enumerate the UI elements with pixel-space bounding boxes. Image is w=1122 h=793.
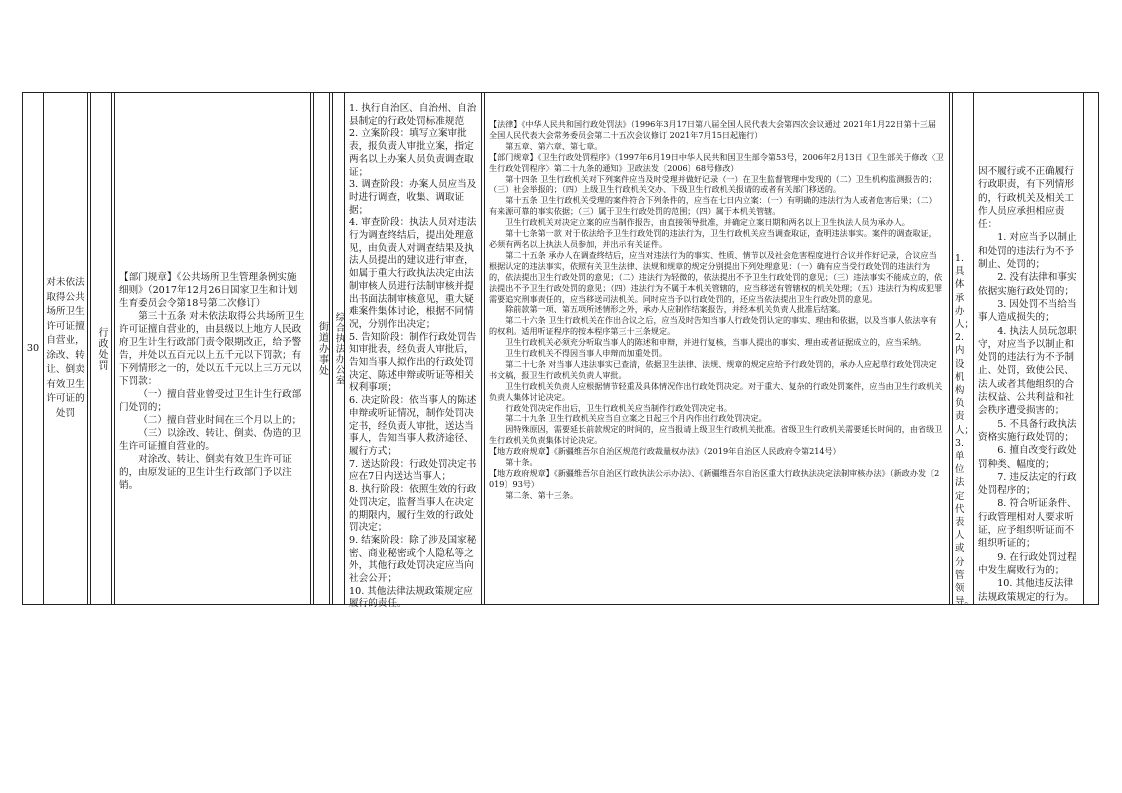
procedure-step: 1. 执行自治区、自治州、自治县制定的行政处罚标准规范 (349, 103, 477, 127)
legal-paragraph: 第二十六条 卫生行政机关在作出合议之后，应当及时告知当事人行政处罚认定的事实、理由和依据，以及当事人依法享有的权利。适用听证程序的按本程序第三十三条规定。 (489, 315, 937, 337)
legal-paragraph: 第二十九条 卫生行政机关应当自立案之日起三个月内作出行政处罚决定。 (505, 413, 767, 424)
responsible-item: 2. 内设机构负责人； (955, 332, 974, 436)
responsible-subject-text (955, 252, 972, 608)
basis-paragraph: （一）擅自营业曾受过卫生计生行政部门处罚的； (119, 389, 302, 413)
responsibility-table (22, 92, 1099, 610)
accountability-text (978, 165, 1080, 604)
legal-paragraph: 第二条、第十三条。 (505, 489, 579, 500)
accountability-item: 1. 对应当予以制止和处罚的违法行为不予制止、处罚的； (978, 232, 1077, 271)
legal-paragraph: 【地方政府规章】《新疆维吾尔自治区规范行政裁量权办法》（2019年自治区人民政府令第214号） (489, 446, 841, 457)
procedure-step: 6. 决定阶段：依当事人的陈述申辩或听证情况，制作处罚决定书，经负责人审批，送达当事人，告知当事人救济途径、履行方式； (349, 395, 477, 457)
procedure-step: 2. 立案阶段：填写立案审批表，报负责人审批立案，指定两名以上办案人员负责调查取证； (349, 128, 474, 178)
accountability-item: 3. 因处罚不当给当事人造成损失的； (978, 298, 1077, 324)
legal-paragraph: 除前款第一项、第五项所述情形之外，承办人应制作结案报告，并经本机关负责人批准后结案。 (505, 304, 846, 315)
accountability-item: 6. 擅自改变行政处罚种类、幅度的； (978, 445, 1077, 470)
accountability-item: 10. 其他违反法律法规政策规定的行为。 (978, 578, 1074, 603)
category-cell (91, 93, 111, 604)
legal-paragraph: 第十条。 (505, 457, 538, 468)
remarks-cell (1084, 93, 1099, 604)
legal-paragraph: 行政处罚决定作出后，卫生行政机关应当制作行政处罚决定书。 (505, 402, 732, 413)
legal-paragraph: 第十七条第一款 对于依法给予卫生行政处罚的违法行为，卫生行政机关应当调查取证，查明违法事实。案件的调查取证，必须有两名以上执法人员参加，并出示有关证件。 (489, 228, 937, 249)
legal-paragraph: 第二十七条 对当事人违法事实已查清，依据卫生法律、法规、规章的规定应给予行政处罚的，承办人应起草行政处罚决定书文稿，报卫生行政机关负责人审批。 (489, 358, 937, 380)
department-cell (333, 93, 344, 604)
procedure-step: 10. 其他法律法规政策规定应履行的责任。 (349, 585, 473, 610)
legal-paragraph: 因特殊原因，需要延长前款规定的时间的，应当报请上级卫生行政机关批准。省级卫生行政机关需要延长时间的，由省级卫生行政机关负责集体讨论决定。 (489, 424, 943, 446)
accountability-item: 7. 违反法定的行政处罚程序的； (978, 471, 1077, 497)
procedure-step: 5. 告知阶段：制作行政处罚告知审批表，经负责人审批后，告知当事人拟作出的行政处罚决定、陈述申辩或听证等相关权利事项； (349, 331, 477, 394)
responsible-subject-cell (953, 93, 974, 608)
legal-paragraph: 【法律】《中华人民共和国行政处罚法》（1996年3月17日第八届全国人民代表大会第四次会议通过 2021年1月22日第十三届全国人民代表大会常务委员会第二十五次会议修订 2021年7月15日起施行） (489, 119, 936, 140)
item-name-cell (44, 93, 87, 604)
accountability-item: 4. 执法人员玩忽职守，对应当予以制止和处罚的违法行为不予制止、处罚，致使公民、法人或者其他组织的合法权益、公共利益和社会秩序遭受损害的； (978, 325, 1077, 417)
accountability-item: 2. 没有法律和事实依据实施行政处罚的； (978, 272, 1077, 297)
accountability-item: 9. 在行政处罚过程中发生腐败行为的； (978, 551, 1077, 576)
legal-basis-cell (485, 93, 949, 604)
department: 综合执法办公室 (333, 311, 345, 386)
legal-paragraph: 卫生行政机关必须充分听取当事人的陈述和申辩，并进行复核，当事人提出的事实、理由或者证据成立的，应当采纳。 (505, 337, 927, 348)
basis-text (119, 271, 306, 492)
row-number-cell (23, 93, 43, 604)
basis-paragraph: （二）擅自营业时间在三个月以上的； (138, 415, 302, 426)
legal-paragraph: 第十五条 卫生行政机关受理的案件符合下列条件的，应当在七日内立案：（一）有明确的违法行为人或者危害后果；（二）有来源可靠的事实依据；（三）属于卫生行政处罚的范围；（四）属于本机关管辖。 (489, 195, 937, 217)
legal-paragraph: 卫生行政机关负责人应根据情节轻重及具体情况作出行政处罚决定。对于重大、复杂的行政处罚案件，应当由卫生行政机关负责人集体讨论决定。 (489, 380, 943, 402)
legal-paragraph: 卫生行政机关对决定立案的应当制作报告，由直接领导批准，并确定立案日期和两名以上卫生执法人员为承办人。 (505, 217, 910, 228)
implementing-body: 街道办事处 (316, 321, 328, 376)
implementing-body-cell (314, 93, 329, 604)
accountability-item: 因不履行或不正确履行行政职责，有下列情形的，行政机关及相关工作人员应承担相应责任： (978, 166, 1074, 231)
accountability-cell (974, 93, 1083, 604)
row-number: 30 (26, 343, 40, 354)
legal-paragraph: 【地方政府规章】《新疆维吾尔自治区行政执法公示办法》、《新疆维吾尔自治区重大行政执法决定法制审核办法》（新政办发〔2019〕93号） (489, 468, 940, 489)
responsible-item: 1. 具体承办人； (955, 253, 974, 331)
procedure-step: 4. 审查阶段：执法人员对违法行为调查终结后，提出处理意见，由负责人对调查结果及执法人员提出的建议进行审查，如属于重大行政执法决定由法制审核人员进行法制审核并提出书面法制审核意见，重大疑难案件集体讨论，根据不同情况，分别作出决定； (349, 217, 477, 330)
basis-paragraph: 对涂改、转让、倒卖有效卫生许可证的，由原发证的卫生计生行政部门予以注销。 (119, 454, 292, 491)
responsible-item: 3. 单位法定代表人或分管领导。 (955, 437, 974, 608)
legal-paragraph: 第二十五条 承办人在调查终结后，应当对违法行为的事实、性质、情节以及社会危害程度进行合议并作好记录，合议应当根据认定的违法事实，依照有关卫生法律、法规和规章的规定分别提出下列处理意见：（一）确有应当受行政处罚的违法行为的，依法提出卫生行政处罚的意见；（二）违法行为轻微的，依法提出不予卫生行政处罚的意见；（三）违法事实不能成立的，依法提出不予卫生行政处罚的意见；（四）违法行为不属于本机关管辖的，应当移送有管辖权的机关处理；（五）违法行为构成犯罪需要追究刑事责任的，应当移送司法机关。同时应当予以行政处罚的，还应当依法提出卫生行政处罚的意见。 (489, 249, 943, 304)
basis-cell (115, 93, 310, 604)
basis-paragraph: （三）以涂改、转让、倒卖、伪造的卫生许可证擅自营业的。 (119, 428, 302, 452)
procedure-step: 8. 执行阶段：依照生效的行政处罚决定，监督当事人在决定的期限内，履行生效的行政处罚决定； (349, 484, 477, 534)
procedure-step: 7. 送达阶段：行政处罚决定书应在7日内送达当事人； (349, 458, 477, 483)
procedure-cell (345, 93, 481, 610)
procedure-step: 9. 结案阶段：除了涉及国家秘密、商业秘密或个人隐私等之外，其他行政处罚决定应当向社会公开； (349, 534, 477, 585)
procedure-text (349, 103, 478, 611)
category: 行政处罚 (96, 326, 107, 371)
legal-basis-text (489, 119, 944, 501)
basis-paragraph: 第三十五条 对未依法取得公共场所卫生许可证擅自营业的，由县级以上地方人民政府卫生计生行政部门责令限期改正，给予警告，并处以五百元以上五千元以下罚款；有下列情形之一的，处以五千元以上三万元以下罚款： (119, 311, 305, 387)
basis-paragraph: 【部门规章】《公共场所卫生管理条例实施细则》（2017年12月26日国家卫生和计划生育委员会令第18号第二次修订） (119, 272, 298, 309)
legal-paragraph: 第五章、第六章、第七章。 (505, 140, 603, 151)
legal-paragraph: 卫生行政机关不得因当事人申辩而加重处罚。 (505, 348, 668, 359)
procedure-step: 3. 调查阶段：办案人员应当及时进行调查，收集、调取证据； (349, 179, 477, 216)
accountability-item: 8. 符合听证条件、行政管理相对人要求听证，应予组织听证而不组织听证的； (978, 498, 1077, 550)
legal-paragraph: 第十四条 卫生行政机关对下列案件应当及时受理并做好记录（一）在卫生监督管理中发现的（二）卫生机构监测报告的；（三）社会举报的；（四）上级卫生行政机关交办、下级卫生行政机关报请的或者有关部门移送的。 (489, 173, 937, 195)
item-name: 对未依法取得公共场所卫生许可证擅自营业，涂改、转让、倒卖有效卫生许可证的处罚 (46, 277, 85, 419)
legal-paragraph: 【部门规章】《卫生行政处罚程序》（1997年6月19日中华人民共和国卫生部令第53号，2006年2月13日《卫生部关于修改〈卫生行政处罚程序〉第二十九条的通知》卫政法发〔2006〕68号修改） (489, 151, 944, 173)
accountability-item: 5. 不具备行政执法资格实施行政处罚的； (978, 418, 1077, 443)
